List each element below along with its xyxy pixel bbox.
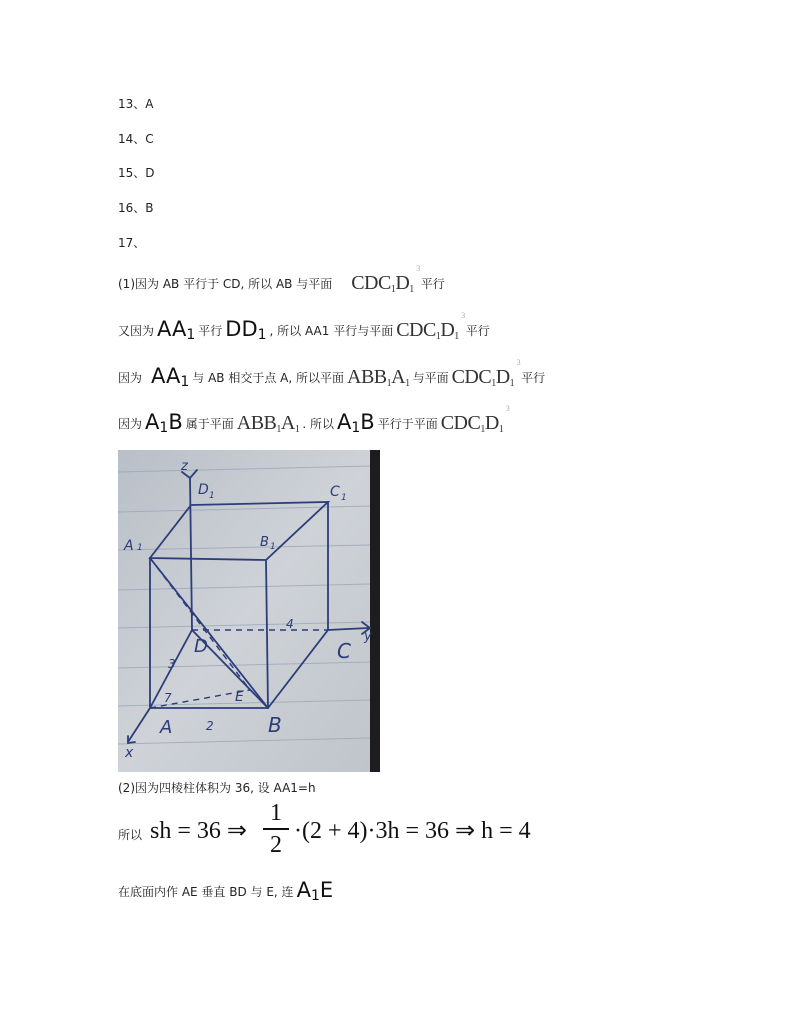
label-c1-sub: 1 xyxy=(341,493,347,503)
proof-line-4 xyxy=(118,403,510,436)
paper-edge-shadow xyxy=(370,450,380,772)
formula-left: sh = 36 ⇒ xyxy=(150,818,247,844)
label-a1: A xyxy=(124,538,134,554)
label-d: D xyxy=(194,636,208,657)
math-dd1: $DD_1$ xyxy=(225,317,267,343)
label-b1-sub: 1 xyxy=(270,542,276,552)
plane-cdc1d1-3: $CDC_1D_1$ 3 xyxy=(451,357,521,389)
math-aa1-2: $AA_1$ xyxy=(151,364,190,390)
part2-line-3 xyxy=(118,878,336,904)
answer-17: 17、 xyxy=(118,236,146,250)
part2-line-2-pre: 所以 xyxy=(118,828,143,842)
answer-14: 14、C xyxy=(118,132,154,146)
formula-fraction xyxy=(263,800,289,858)
plane-abb1a1-2: $ABB_1A_1$ xyxy=(236,411,300,435)
label-b: B xyxy=(268,713,282,737)
proof-line-3-text1: 与 AB 相交于点 A, 所以平面 xyxy=(192,370,344,385)
length-4: 4 xyxy=(286,617,294,631)
answer-13: 13、A xyxy=(118,97,154,111)
part2-line-1: (2)因为四棱柱体积为 36, 设 AA1=h xyxy=(118,781,316,795)
plane-abb1a1-1: $ABB_1A_1$ xyxy=(347,365,410,389)
label-d1: D xyxy=(198,482,209,498)
proof-line-4-text1: 属于平面 xyxy=(185,416,234,431)
plane-cdc1d1-1: $CDC_1D_1$ 3 xyxy=(351,264,420,295)
plane-cdc1d1-4: $CDC_1D_1$ 3 xyxy=(440,403,510,435)
label-y: y xyxy=(364,629,372,644)
label-x: x xyxy=(125,745,134,761)
label-c: C xyxy=(337,639,351,663)
answer-15: 15、D xyxy=(118,166,155,180)
proof-line-2 xyxy=(118,310,490,343)
length-2: 2 xyxy=(206,719,214,733)
proof-line-4-text3: 平行于平面 xyxy=(377,416,438,431)
proof-line-3 xyxy=(118,357,546,390)
answer-16: 16、B xyxy=(118,201,154,215)
proof-line-2-mid: 平行 xyxy=(198,323,223,338)
plane-cdc1d1-2: $CDC_1D_1$ 3 xyxy=(396,310,465,342)
label-a: A xyxy=(160,717,173,738)
proof-line-4-pre: 因为 xyxy=(118,416,143,431)
part2-line-3-text: 在底面内作 AE 垂直 BD 与 E, 连 xyxy=(118,884,294,899)
fraction-denominator: 2 xyxy=(270,831,282,858)
label-z: z xyxy=(181,459,188,474)
prism-sketch xyxy=(118,450,380,772)
label-d1-sub: 1 xyxy=(209,491,215,501)
fraction-numerator: 1 xyxy=(270,800,282,826)
math-a1b-1: $A_1B$ xyxy=(145,410,183,436)
math-aa1: $AA_1$ xyxy=(157,317,196,343)
label-e: E xyxy=(235,689,244,705)
label-a1-sub: 1 xyxy=(137,543,143,553)
proof-line-4-text2: . 所以 xyxy=(302,416,334,431)
math-a1b-2: $A_1B$ xyxy=(336,410,375,436)
proof-line-2-pre: 又因为 xyxy=(118,323,155,338)
proof-line-2-end: 平行 xyxy=(465,323,490,338)
math-a1e: $A_1E$ xyxy=(296,878,334,904)
label-c1: C xyxy=(330,484,340,500)
fraction-bar xyxy=(263,828,289,830)
proof-line-1-text: (1)因为 AB 平行于 CD, 所以 AB 与平面 xyxy=(118,277,333,291)
length-3: 3 xyxy=(168,657,176,671)
length-7: 7 xyxy=(164,691,172,705)
formula-right: ·(2 + 4)·3h = 36 ⇒ h = 4 xyxy=(294,818,531,844)
proof-line-1-end: 平行 xyxy=(420,277,445,291)
proof-line-2-text: , 所以 AA1 平行与平面 xyxy=(269,323,394,338)
proof-line-3-end: 平行 xyxy=(521,370,546,385)
label-b1: B xyxy=(260,535,269,550)
proof-line-3-text2: 与平面 xyxy=(412,370,449,385)
proof-line-3-pre: 因为 xyxy=(118,370,143,385)
proof-line-1 xyxy=(118,264,445,295)
